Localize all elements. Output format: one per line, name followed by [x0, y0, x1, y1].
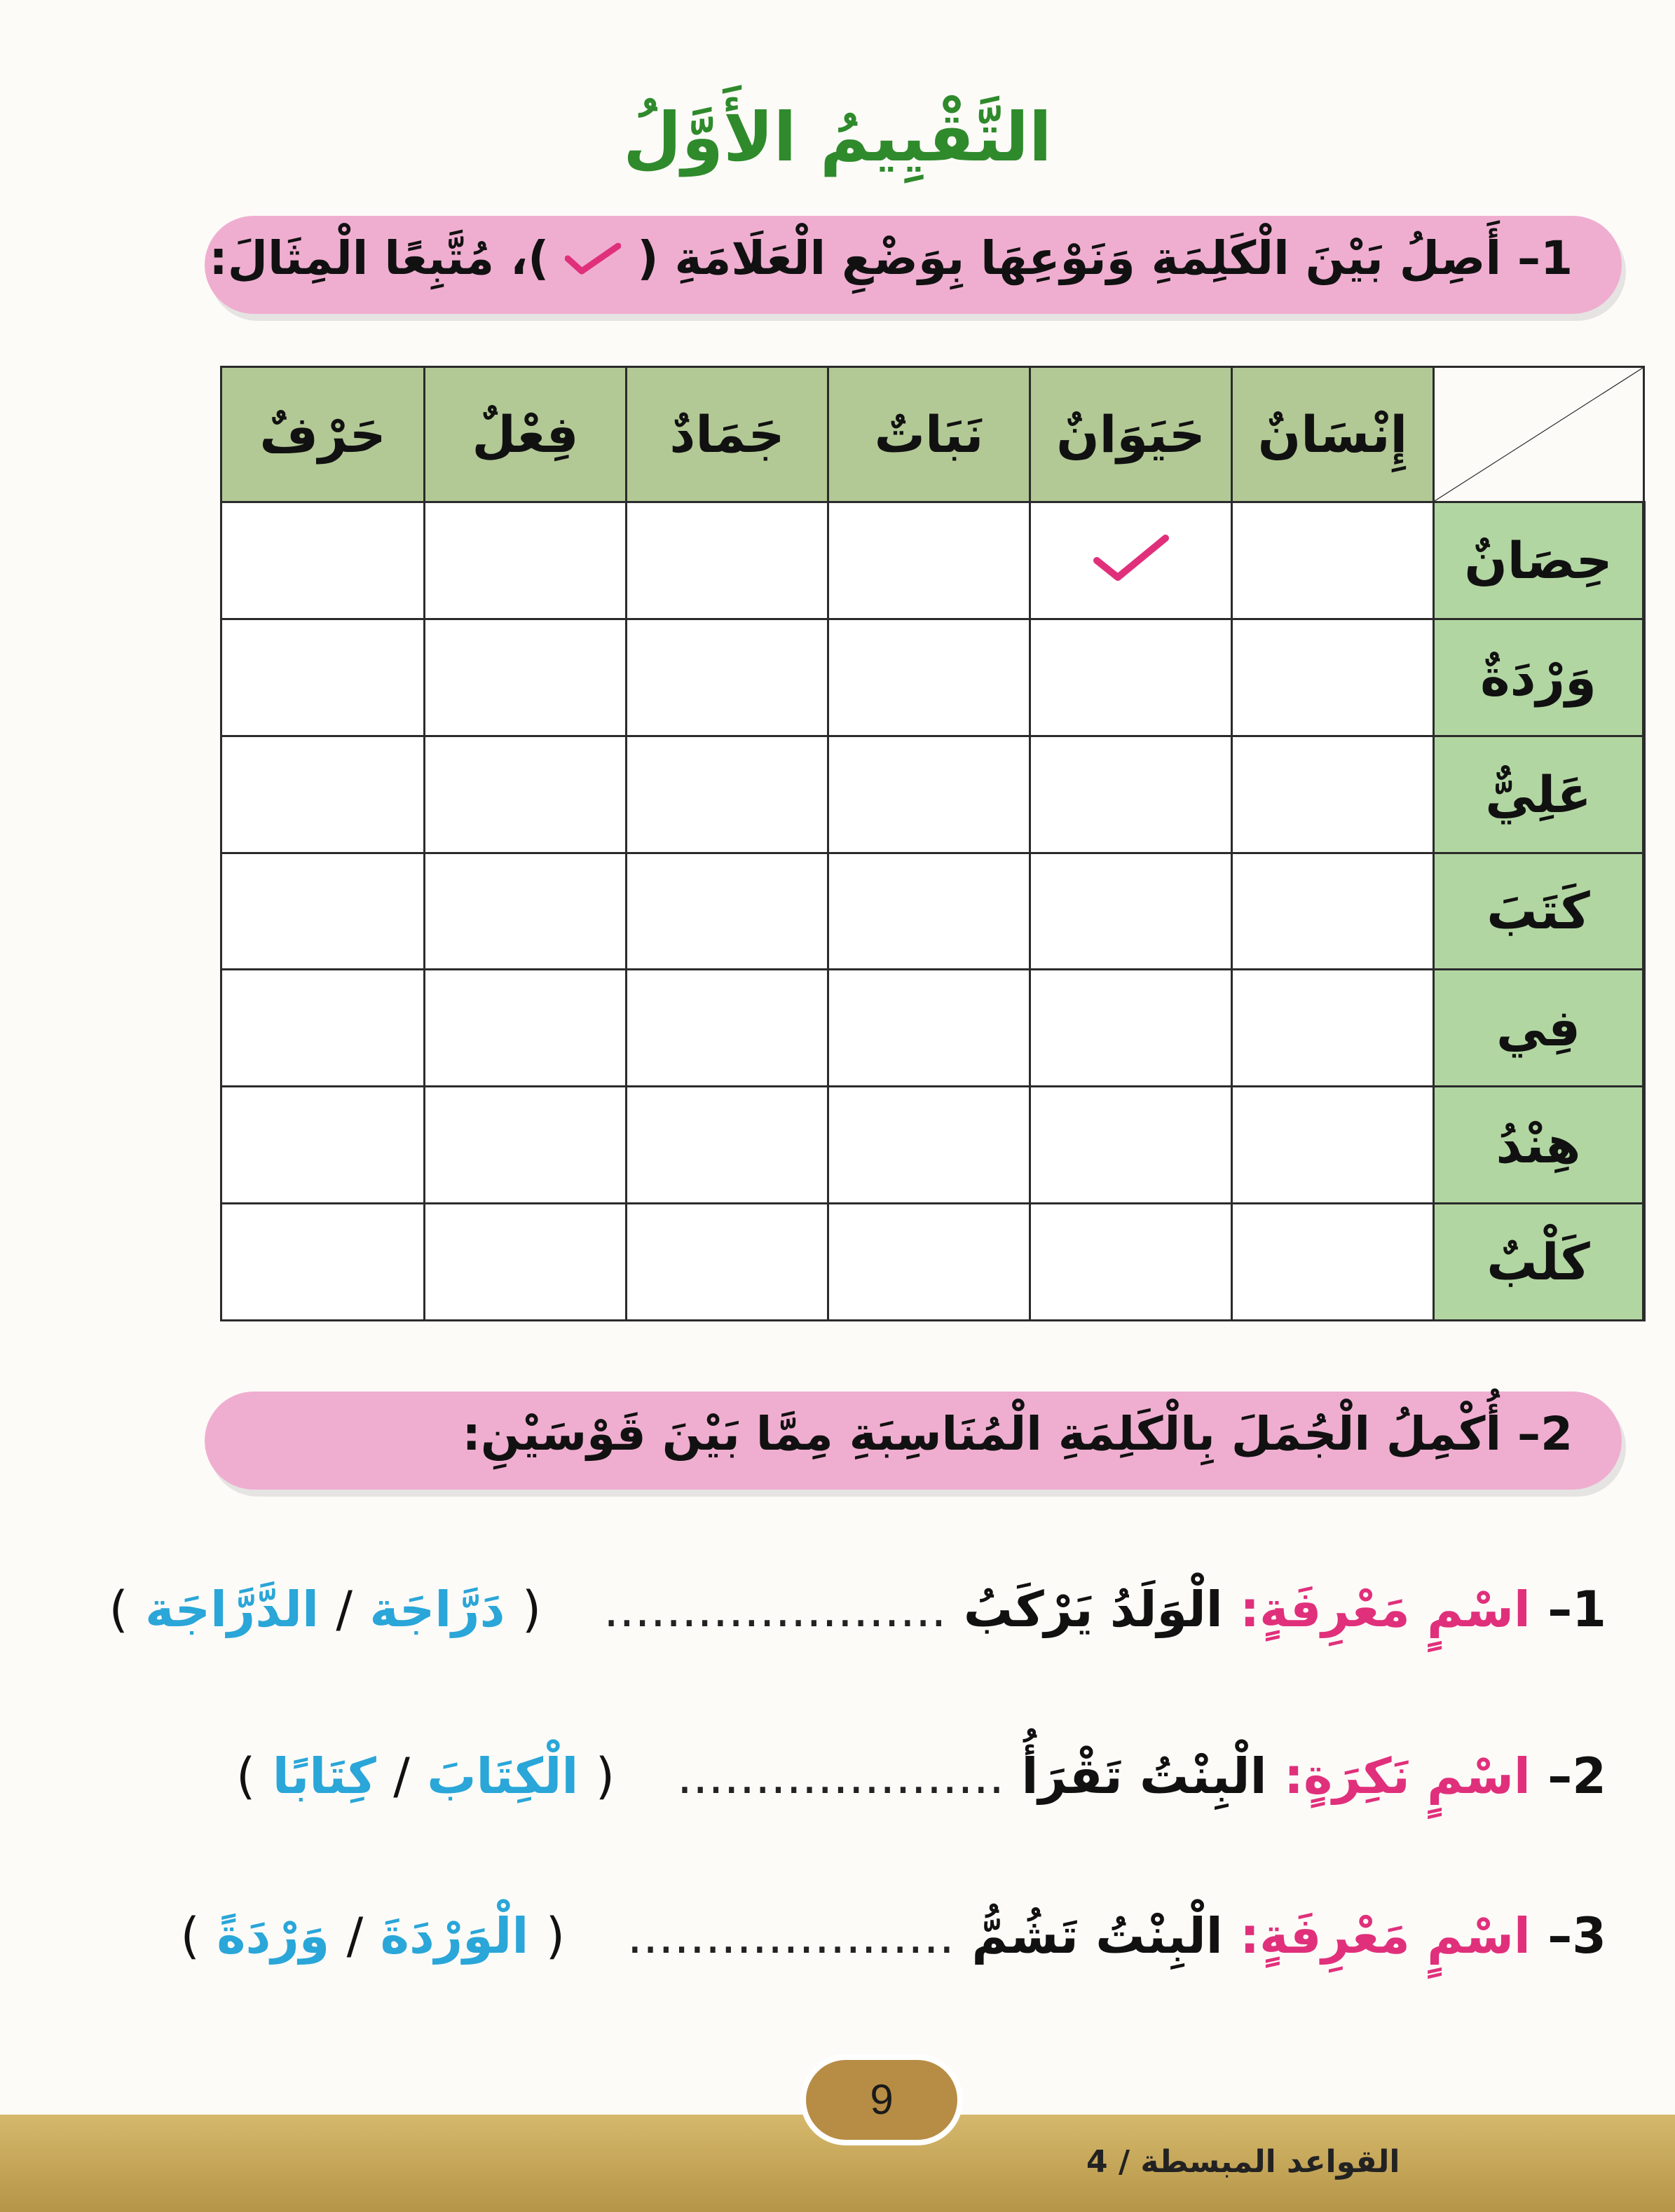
- table-row: [221, 502, 1644, 619]
- exercise1-instruction: 1– أَصِلُ بَيْنَ الْكَلِمَةِ وَنَوْعِهَا بِوَضْعِ الْعَلَامَةِ ( )، مُتَّبِعًا الْمِثَالَ:: [209, 231, 1573, 288]
- row-label: فِي: [1434, 970, 1644, 1087]
- answer-cell[interactable]: [425, 853, 627, 970]
- sentence-item: 2– اسْمٍ نَكِرَةٍ: الْبِنْتُ تَقْرَأُ ..................... ( الْكِتَابَ / كِتَابًا ): [236, 1747, 1606, 1805]
- row-label: هِنْدُ: [1434, 1087, 1644, 1204]
- corner-cell: [1434, 367, 1644, 502]
- answer-cell[interactable]: [221, 1204, 425, 1321]
- answer-cell[interactable]: [1030, 619, 1232, 736]
- exercise2-banner: [205, 1392, 1622, 1490]
- row-label: حِصَانٌ: [1434, 502, 1644, 619]
- row-label: كَلْبٌ: [1434, 1204, 1644, 1321]
- option-a[interactable]: الْوَرْدَةَ: [380, 1907, 529, 1965]
- answer-cell[interactable]: [828, 853, 1030, 970]
- answer-cell[interactable]: [828, 619, 1030, 736]
- answer-cell[interactable]: [627, 970, 828, 1087]
- answer-cell[interactable]: [221, 502, 425, 619]
- answer-cell[interactable]: [627, 502, 828, 619]
- answer-cell[interactable]: [1030, 970, 1232, 1087]
- answer-cell[interactable]: [828, 1204, 1030, 1321]
- header-row: [221, 367, 1644, 502]
- column-header: حَيَوَانٌ: [1030, 367, 1232, 502]
- answer-cell[interactable]: [1232, 619, 1434, 736]
- exercise2-instruction: 2– أُكْمِلُ الْجُمَلَ بِالْكَلِمَةِ الْمُنَاسِبَةِ مِمَّا بَيْنَ قَوْسَيْنِ:: [462, 1407, 1573, 1461]
- option-a[interactable]: دَرَّاجَة: [369, 1581, 505, 1638]
- hint-label: اسْمٍ مَعْرِفَةٍ:: [1240, 1907, 1531, 1965]
- answer-cell[interactable]: [425, 1204, 627, 1321]
- answer-cell[interactable]: [425, 736, 627, 853]
- answer-cell[interactable]: [627, 853, 828, 970]
- row-label: كَتَبَ: [1434, 853, 1644, 970]
- row-label: وَرْدَةٌ: [1434, 619, 1644, 736]
- answer-blank[interactable]: .....................: [676, 1747, 1005, 1805]
- answer-cell[interactable]: [828, 1087, 1030, 1204]
- answer-cell[interactable]: [828, 736, 1030, 853]
- answer-cell[interactable]: [1030, 1087, 1232, 1204]
- table-row: [221, 1204, 1644, 1321]
- answer-cell[interactable]: [627, 619, 828, 736]
- option-b[interactable]: الدَّرَّاجَة: [145, 1581, 320, 1638]
- answer-cell[interactable]: [1232, 970, 1434, 1087]
- answer-cell[interactable]: [828, 970, 1030, 1087]
- hint-label: اسْمٍ مَعْرِفَةٍ:: [1240, 1581, 1531, 1638]
- column-header: حَرْفٌ: [221, 367, 425, 502]
- answer-cell[interactable]: [627, 1087, 828, 1204]
- answer-cell[interactable]: [425, 970, 627, 1087]
- answer-cell[interactable]: [1232, 736, 1434, 853]
- table-row: [221, 970, 1644, 1087]
- answer-cell[interactable]: [1030, 853, 1232, 970]
- column-header: إِنْسَانٌ: [1232, 367, 1434, 502]
- answer-cell[interactable]: [221, 970, 425, 1087]
- sentence-text: الْوَلَدُ يَرْكَبُ: [963, 1581, 1223, 1638]
- book-title: القواعد المبسطة / 4: [1086, 2144, 1400, 2180]
- answer-cell[interactable]: [828, 502, 1030, 619]
- sentence-text: الْبِنْتُ تَشُمُّ: [971, 1907, 1223, 1965]
- answer-cell[interactable]: [1232, 502, 1434, 619]
- option-b[interactable]: وَرْدَةً: [217, 1907, 330, 1965]
- check-icon: [1093, 531, 1170, 590]
- check-icon: [565, 234, 621, 288]
- exercise1-banner: [205, 216, 1622, 314]
- answer-cell[interactable]: [425, 502, 627, 619]
- answer-cell[interactable]: [221, 853, 425, 970]
- answer-blank[interactable]: .....................: [627, 1907, 955, 1965]
- answer-cell[interactable]: [627, 736, 828, 853]
- row-label: عَلِيٌّ: [1434, 736, 1644, 853]
- answer-cell[interactable]: [425, 1087, 627, 1204]
- answer-cell[interactable]: [221, 736, 425, 853]
- answer-cell[interactable]: [1232, 1204, 1434, 1321]
- sentence-item: 1– اسْمٍ مَعْرِفَةٍ: الْوَلَدُ يَرْكَبُ ...................... ( دَرَّاجَة / الدَّرَّاجَة ): [109, 1581, 1606, 1638]
- answer-cell-example[interactable]: [1030, 502, 1232, 619]
- sentence-text: الْبِنْتُ تَقْرَأُ: [1021, 1747, 1267, 1805]
- answer-cell[interactable]: [1030, 736, 1232, 853]
- column-header: جَمَادٌ: [627, 367, 828, 502]
- answer-cell[interactable]: [221, 619, 425, 736]
- answer-cell[interactable]: [221, 1087, 425, 1204]
- page-number: 9: [800, 2054, 963, 2145]
- answer-blank[interactable]: ......................: [603, 1581, 947, 1638]
- option-a[interactable]: الْكِتَابَ: [427, 1747, 579, 1805]
- option-b[interactable]: كِتَابًا: [272, 1747, 376, 1805]
- answer-cell[interactable]: [1030, 1204, 1232, 1321]
- table-row: [221, 736, 1644, 853]
- page-title: التَّقْيِيمُ الأَوَّلُ: [623, 98, 1052, 177]
- answer-cell[interactable]: [425, 619, 627, 736]
- answer-cell[interactable]: [1232, 853, 1434, 970]
- column-header: فِعْلٌ: [425, 367, 627, 502]
- matching-table: [220, 366, 1646, 1321]
- sentence-item: 3– اسْمٍ مَعْرِفَةٍ: الْبِنْتُ تَشُمُّ ..................... ( الْوَرْدَةَ / وَرْدَةً ): [180, 1907, 1606, 1965]
- column-header: نَبَاتٌ: [828, 367, 1030, 502]
- table-row: [221, 619, 1644, 736]
- table-row: [221, 853, 1644, 970]
- table-row: [221, 1087, 1644, 1204]
- answer-cell[interactable]: [1232, 1087, 1434, 1204]
- hint-label: اسْمٍ نَكِرَةٍ:: [1283, 1747, 1531, 1805]
- answer-cell[interactable]: [627, 1204, 828, 1321]
